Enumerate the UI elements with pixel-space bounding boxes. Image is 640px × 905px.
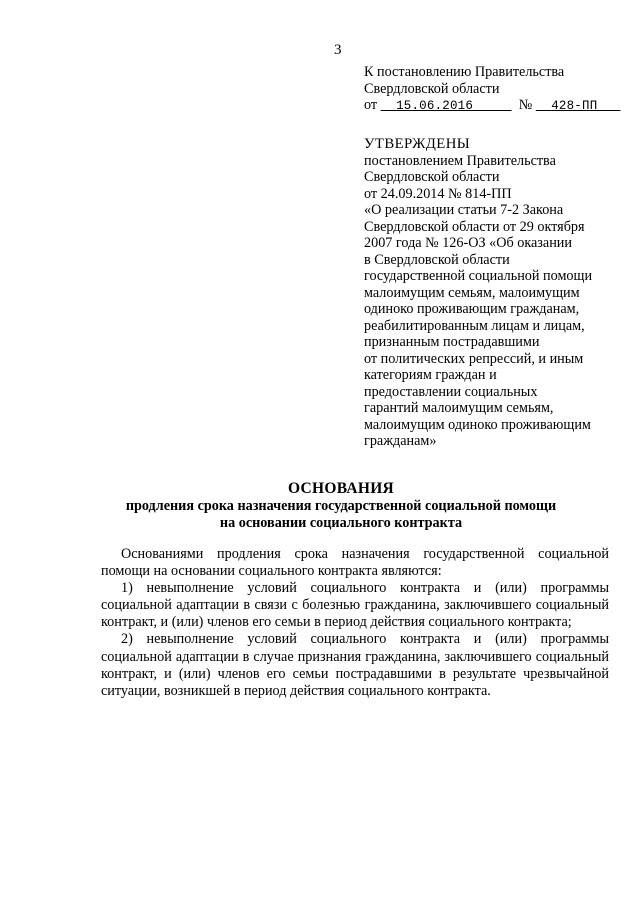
- approved-line: постановлением Правительства: [364, 152, 556, 169]
- approved-line: от политических репрессий, и иным: [364, 350, 584, 367]
- approved-line: «О реализации статьи 7-2 Закона: [364, 202, 564, 218]
- approved-line: реабилитированным лицам и лицам,: [364, 317, 585, 334]
- approved-line: Свердловской области от 29 октября: [364, 218, 585, 235]
- approved-line: 2007 года № 126-ОЗ «Об оказании: [364, 235, 572, 251]
- approved-line: предоставлении социальных: [364, 383, 538, 400]
- approved-line: малоимущим семьям, малоимущим: [364, 284, 580, 301]
- approved-line: малоимущим одиноко проживающим: [364, 416, 591, 433]
- heading-subtitle-line-2: на основании социального контракта: [219, 515, 463, 531]
- approved-line: от 24.09.2014 № 814-ПП: [364, 185, 512, 202]
- annex-line-2: Свердловской области: [364, 80, 500, 97]
- heading-title: ОСНОВАНИЯ: [287, 480, 395, 497]
- annex-date-number-line: [364, 97, 624, 115]
- intro-paragraph: Основаниями продления срока назначения государственной социальной помощи на основании социального контракта являются:: [101, 546, 609, 580]
- approved-line: гражданам»: [364, 433, 437, 449]
- approved-line: категориям граждан и: [364, 367, 497, 383]
- heading-subtitle-line-1: продления срока назначения государственной социальной помощи: [125, 498, 557, 514]
- document-body: [101, 546, 609, 700]
- approved-line: государственной социальной помощи: [364, 268, 593, 284]
- approved-line: Свердловской области: [364, 169, 500, 185]
- approved-line: признанным пострадавшими: [364, 334, 540, 350]
- document-heading: [40, 480, 640, 532]
- annex-number-prefix: №: [518, 97, 533, 113]
- page-number: 3: [334, 42, 342, 58]
- annex-line-1: К постановлению Правительства: [364, 64, 565, 80]
- approved-block: [364, 136, 626, 450]
- approved-line: одиноко проживающим гражданам,: [364, 301, 580, 317]
- list-item-2: 2) невыполнение условий социального контракта и (или) программы социальной адаптации в случае признания гражданина, заключившего социальный контракт, и (или) членов его семьи пострадавшими в результате чрезвычайной ситуации, возникшей в период действия социального контракта.: [101, 631, 609, 699]
- approved-title: УТВЕРЖДЕНЫ: [364, 136, 471, 152]
- list-item-1: 1) невыполнение условий социального контракта и (или) программы социальной адаптации в связи с болезнью гражданина, заключившего социальный контракт, и (или) членов его семьи в период действия социального контракта;: [101, 580, 609, 631]
- annex-reference: [364, 64, 624, 115]
- annex-date-value: 15.06.2016: [396, 99, 474, 113]
- annex-number-value: 428-ПП: [551, 99, 598, 113]
- approved-line: в Свердловской области: [364, 251, 510, 268]
- approved-line: гарантий малоимущим семьям,: [364, 400, 554, 416]
- annex-date-prefix: от: [364, 97, 378, 113]
